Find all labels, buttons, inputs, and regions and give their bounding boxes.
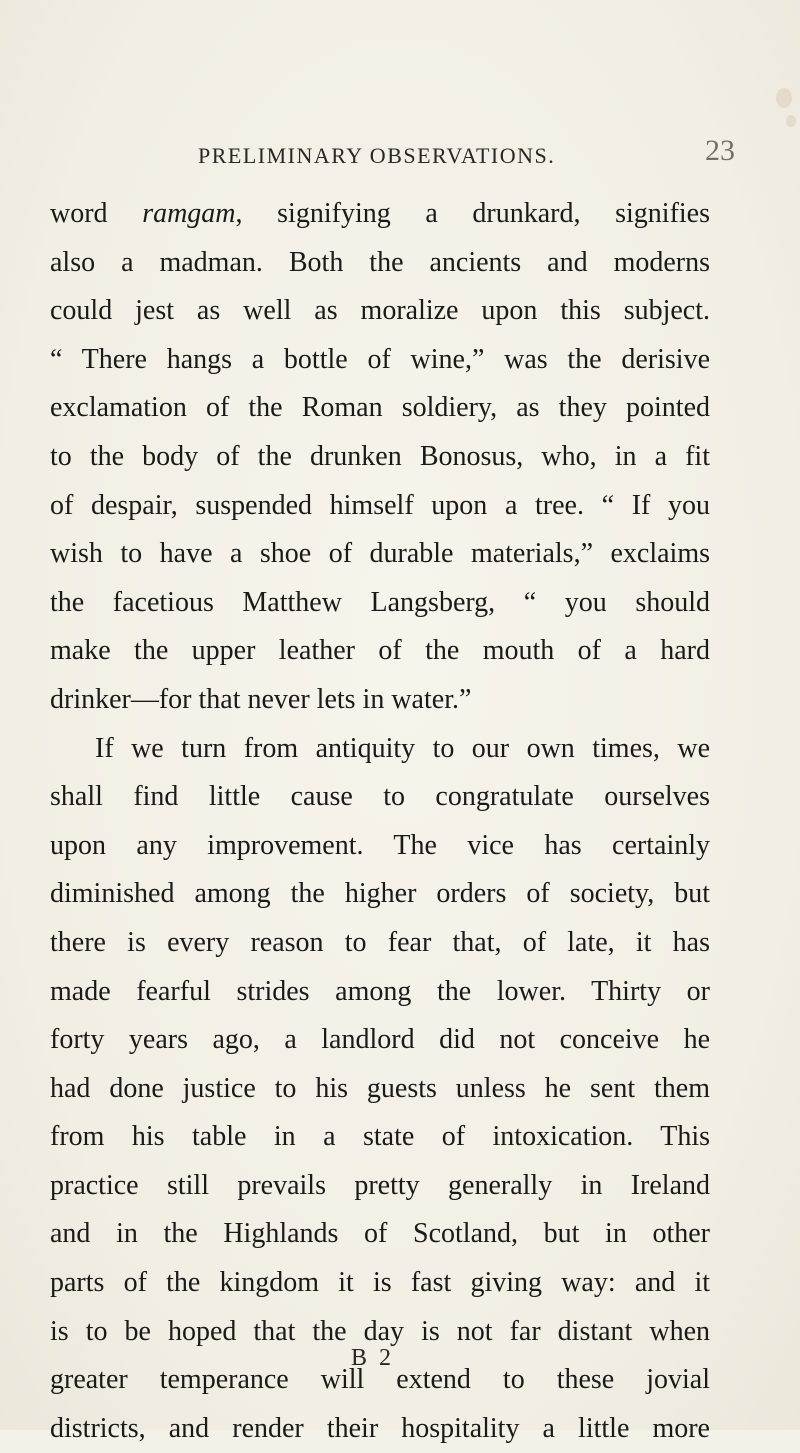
text-line: greater temperance will extend to these jovial — [50, 1364, 710, 1396]
text-line: to the body of the drunken Bonosus, who, in a fit — [50, 440, 710, 472]
text-line: also a madman. Both the ancients and moderns — [50, 246, 710, 278]
text-line: exclamation of the Roman soldiery, as they pointed — [50, 392, 710, 424]
text-line: “ There hangs a bottle of wine,” was the derisive — [50, 343, 710, 375]
text-fragment: , signifying a drunkard, signifies — [235, 198, 711, 229]
paper-stain — [776, 88, 792, 108]
page-number: 23 — [705, 134, 735, 167]
text-line: of despair, suspended himself upon a tree. “ If you — [50, 489, 710, 521]
text-line: practice still prevails pretty generally in Ireland — [50, 1169, 710, 1201]
text-line: made fearful strides among the lower. Thirty or — [50, 975, 710, 1007]
text-line: had done justice to his guests unless he sent them — [50, 1072, 710, 1104]
text-line: the facetious Matthew Langsberg, “ you should — [50, 586, 710, 618]
text-line — [50, 190, 710, 239]
text-line: there is every reason to fear that, of late, it has — [50, 926, 710, 958]
text-line: could jest as well as moralize upon this subject. — [50, 295, 710, 327]
italic-word: ramgam — [142, 198, 236, 229]
text-line: upon any improvement. The vice has certainly — [50, 829, 710, 861]
text-line: and in the Highlands of Scotland, but in other — [50, 1218, 710, 1250]
text-line: parts of the kingdom it is fast giving way: and it — [50, 1267, 710, 1299]
body-text — [50, 190, 710, 1453]
text-fragment: word — [50, 198, 143, 229]
text-line: shall find little cause to congratulate ourselves — [50, 781, 710, 813]
paper-stain — [786, 115, 796, 127]
text-line: districts, and render their hospitality a little more — [50, 1412, 710, 1444]
signature-mark: B 2 — [351, 1345, 395, 1371]
text-line: make the upper leather of the mouth of a hard — [50, 635, 710, 667]
running-title: PRELIMINARY OBSERVATIONS. — [198, 143, 556, 168]
text-line: from his table in a state of intoxication. This — [50, 1121, 710, 1153]
text-line: forty years ago, a landlord did not conceive he — [50, 1024, 710, 1056]
text-line-paragraph-end: drinker—for that never lets in water.” — [50, 683, 472, 715]
text-line: wish to have a shoe of durable materials,” exclaims — [50, 538, 710, 570]
text-line: diminished among the higher orders of society, but — [50, 878, 710, 910]
text-line: is to be hoped that the day is not far distant when — [50, 1315, 710, 1347]
text-line-paragraph-start: If we turn from antiquity to our own times, we — [95, 732, 710, 764]
